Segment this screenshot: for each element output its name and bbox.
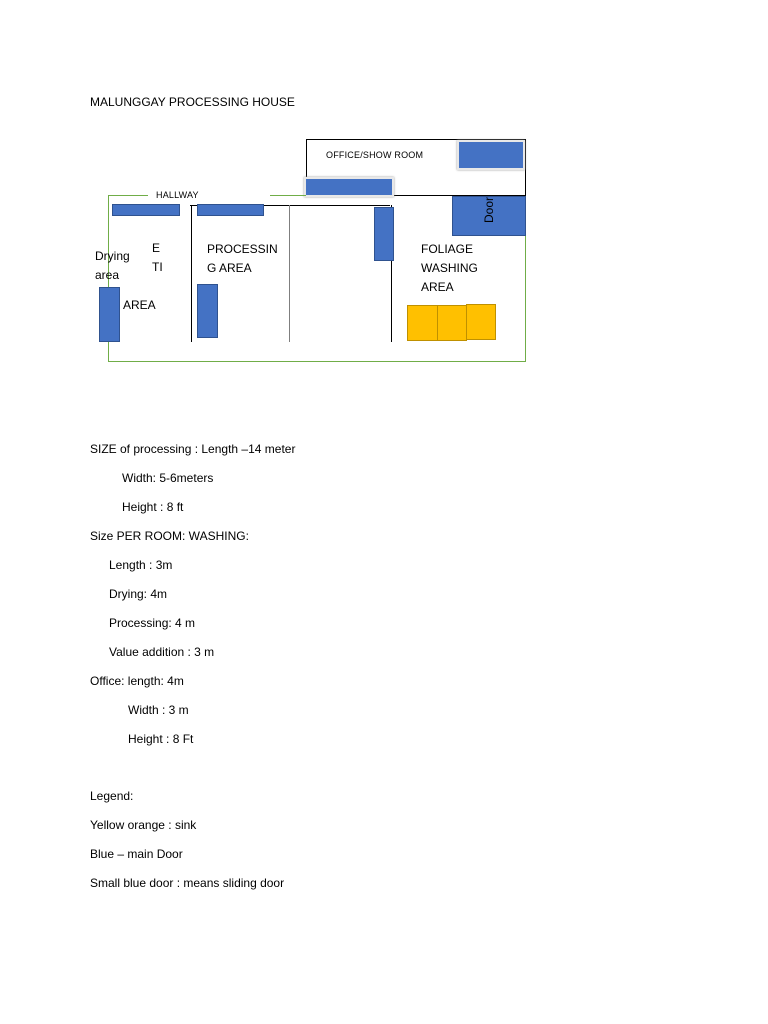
legend-heading: Legend: [90,789,134,803]
office-main-door [457,140,525,170]
outline-top-mid [270,195,306,196]
legend-item-main-door: Blue – main Door [90,847,183,861]
outline-top-left [108,195,148,196]
legend-item-sink: Yellow orange : sink [90,818,197,832]
value-addition-area-label: AREA [123,298,156,312]
sink-3 [466,304,496,340]
value-addition-label-fragment: E TI [152,241,163,274]
wall-drying-processing [191,205,192,342]
hallway-label: HALLWAY [156,190,199,200]
sliding-door-drying-top [112,204,180,216]
page-title: MALUNGGAY PROCESSING HOUSE [90,95,295,109]
sliding-door-processing-side [197,284,218,338]
spec-office-width: Width : 3 m [128,703,189,717]
drying-area-label: Drying area [95,249,130,282]
processing-area-label: PROCESSIN G AREA [207,242,278,275]
office-sliding-door [304,177,394,197]
spec-office-length: Office: length: 4m [90,674,184,688]
spec-height: Height : 8 ft [122,500,184,514]
sliding-door-washing [374,207,394,261]
spec-value-addition: Value addition : 3 m [109,645,215,659]
sliding-door-drying-side [99,287,120,342]
main-door-label: Door [482,197,496,224]
spec-width: Width: 5-6meters [122,471,214,485]
spec-washing-length: Length : 3m [109,558,173,572]
spec-drying: Drying: 4m [109,587,168,601]
outline-bottom [108,361,526,362]
office-wall-right [525,139,526,196]
office-label: OFFICE/SHOW ROOM [326,150,424,160]
foliage-washing-label: FOLIAGE WASHING AREA [421,242,478,294]
spec-per-room: Size PER ROOM: WASHING: [90,529,249,543]
wall-processing-right [289,205,290,342]
sink-1 [407,305,438,341]
spec-processing: Processing: 4 m [109,616,196,630]
sliding-door-processing-top [197,204,264,216]
spec-office-height: Height : 8 Ft [128,732,194,746]
outline-right [525,235,526,362]
legend-item-sliding-door: Small blue door : means sliding door [90,876,285,890]
sink-2 [437,305,467,341]
spec-size: SIZE of processing : Length –14 meter [90,442,296,456]
